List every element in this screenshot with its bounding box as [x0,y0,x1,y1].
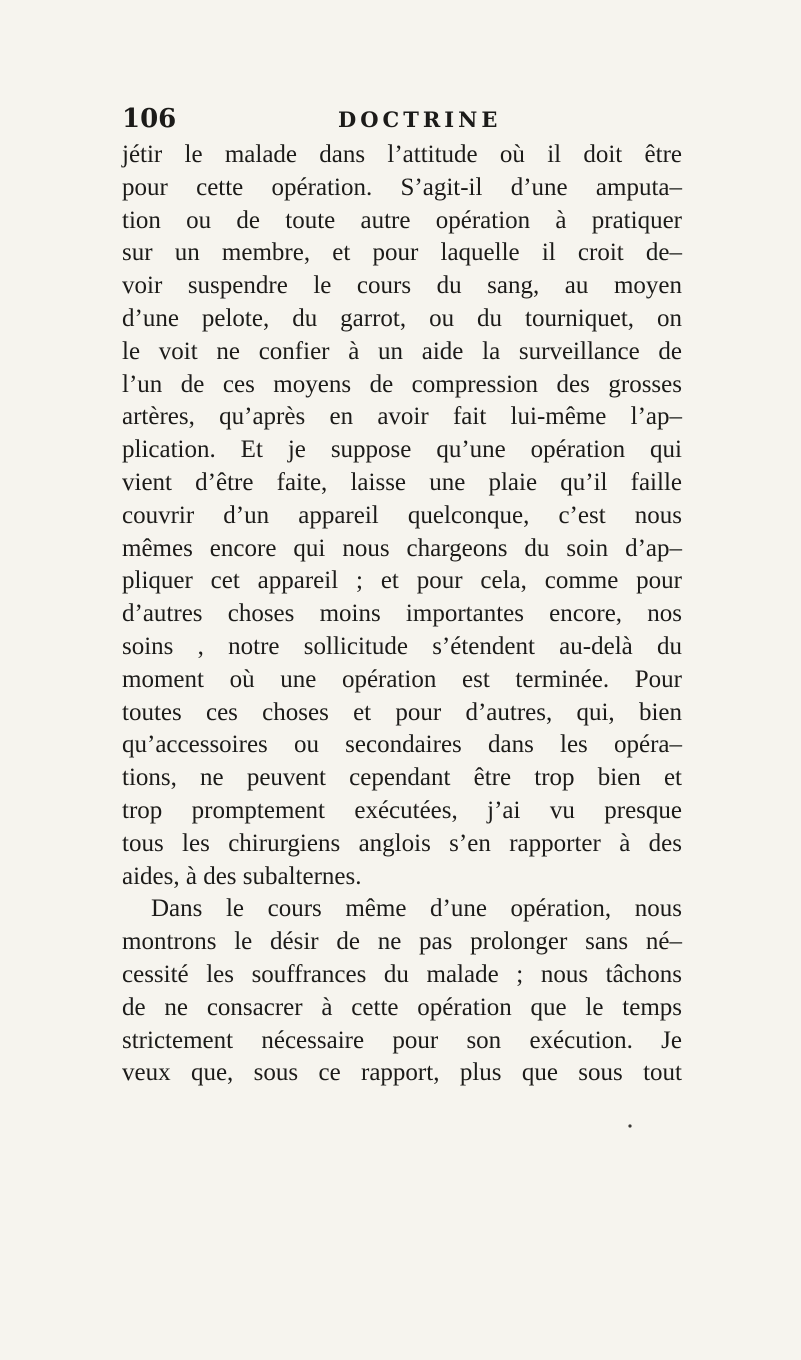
text-line: sur un membre, et pour laquelle il croit de– [122,239,682,267]
text-line: montrons le désir de ne pas prolonger sans né– [122,928,682,956]
text-line: veux que, sous ce rapport, plus que sous tout [122,1059,682,1087]
text-line: soins , notre sollicitude s’étendent au-delà du [122,632,682,660]
text-line: qu’accessoires ou secondaires dans les opéra– [122,731,682,759]
body-text [122,139,682,1090]
page-number: 106 [122,104,177,134]
paragraph-start-line: Dans le cours même d’une opération, nous [151,895,682,923]
text-line: trop promptement exécutées, j’ai vu presque [122,796,682,824]
text-line: vient d’être faite, laisse une plaie qu’il faille [122,468,682,496]
text-line: d’autres choses moins importantes encore, nos [122,600,682,628]
text-line: d’une pelote, du garrot, ou du tourniquet, on [122,304,682,332]
text-line: strictement nécessaire pour son exécution. Je [122,1026,682,1054]
ink-speck [628,1124,631,1127]
text-line: de ne consacrer à cette opération que le temps [122,993,682,1021]
text-line: moment où une opération est terminée. Pour [122,665,682,693]
text-line: le voit ne confier à un aide la surveillance de [122,337,682,365]
text-line: tions, ne peuvent cependant être trop bien et [122,764,682,792]
page-header [122,103,682,135]
text-line: mêmes encore qui nous chargeons du soin d’ap– [122,534,682,562]
text-line: couvrir d’un appareil quelconque, c’est nous [122,501,682,529]
text-line: tous les chirurgiens anglois s’en rapporter à des [122,829,682,857]
text-line: jétir le malade dans l’attitude où il doit être [122,141,682,168]
text-line: voir suspendre le cours du sang, au moyen [122,272,682,300]
text-line: toutes ces choses et pour d’autres, qui, bien [122,698,682,726]
text-line: pliquer cet appareil ; et pour cela, comme pour [122,567,682,595]
text-line: artères, qu’après en avoir fait lui-même l’ap– [122,403,682,431]
text-line: pour cette opération. S’agit-il d’une amputa– [122,173,682,201]
text-line: plication. Et je suppose qu’une opération qui [122,436,682,464]
text-line: l’un de ces moyens de compression des grosses [122,370,682,398]
running-head: DOCTRINE [338,107,502,132]
text-line: tion ou de toute autre opération à pratiquer [122,206,682,234]
paragraph-end-line: aides, à des subalternes. [122,862,362,890]
text-line: cessité les souffrances du malade ; nous tâchons [122,960,682,988]
